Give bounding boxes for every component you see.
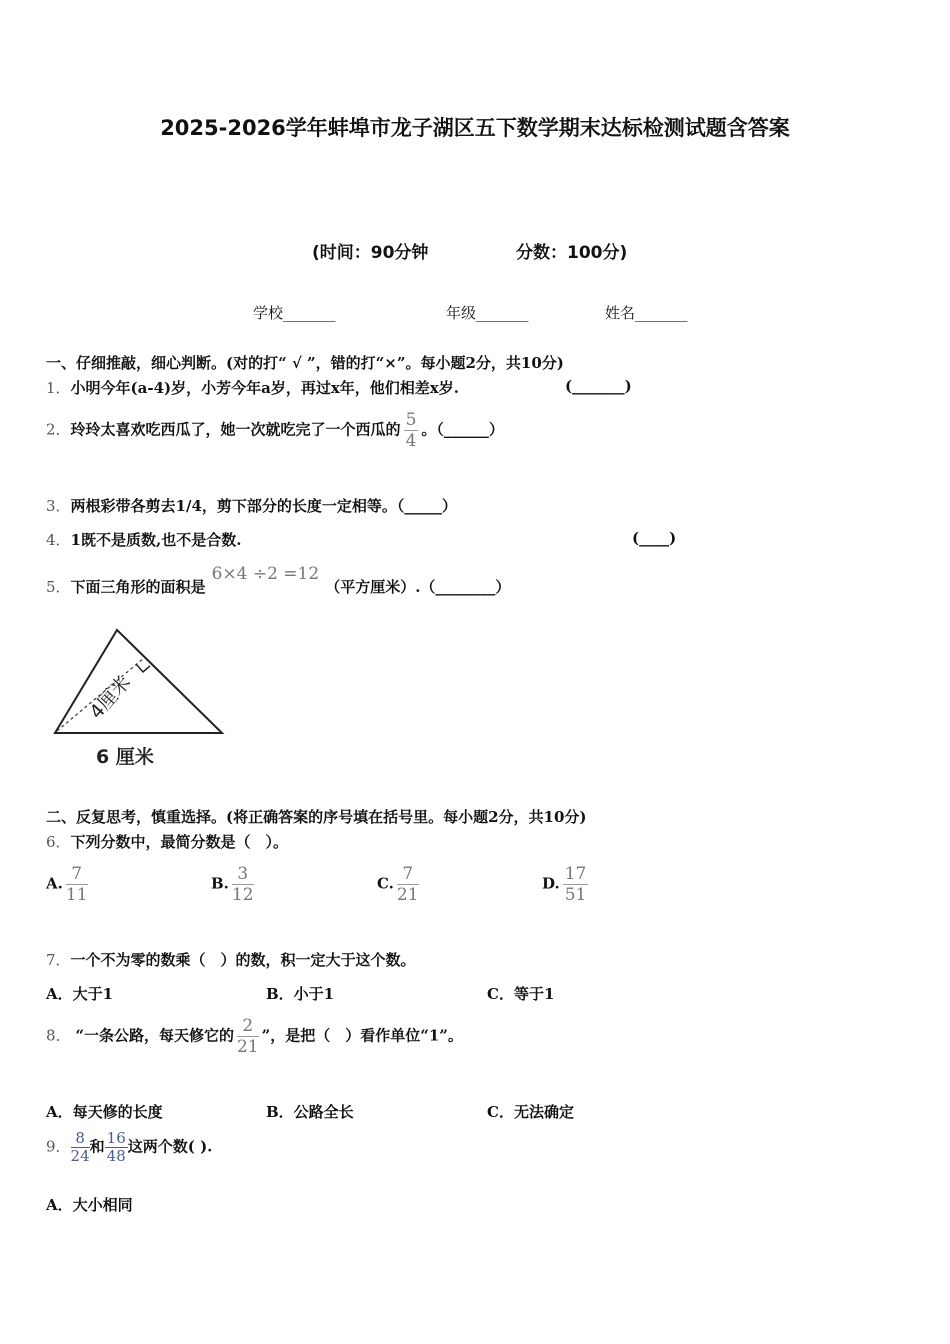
q9-text: 这两个数( ). bbox=[127, 1137, 213, 1156]
option-fraction bbox=[66, 864, 88, 905]
triangle-figure bbox=[40, 620, 240, 770]
school-field[interactable]: 学校_______ bbox=[253, 304, 336, 322]
question-5 bbox=[46, 564, 511, 597]
base-label: 6 厘米 bbox=[96, 746, 154, 768]
q6-option-a[interactable] bbox=[46, 864, 91, 905]
q8-fraction bbox=[237, 1016, 259, 1057]
height-label: 4厘米 bbox=[85, 671, 136, 724]
option-letter: C. bbox=[377, 874, 394, 893]
q5-text: 下面三角形的面积是 bbox=[70, 578, 206, 596]
section-2-heading: 二、反复思考，慎重选择。(将正确答案的序号填在括号里。每小题2分，共10分) bbox=[46, 808, 587, 826]
page-title: 2025-2026学年蚌埠市龙子湖区五下数学期末达标检测试题含答案 bbox=[160, 116, 790, 140]
numerator: 8 bbox=[71, 1130, 90, 1148]
q7-option-c[interactable]: C．等于1 bbox=[487, 985, 555, 1003]
numerator: 7 bbox=[397, 864, 419, 885]
q1-answer-blank[interactable]: (_______) bbox=[565, 377, 632, 395]
q9-and: 和 bbox=[89, 1137, 105, 1156]
q9-option-a[interactable]: A．大小相同 bbox=[46, 1196, 133, 1214]
option-letter: A. bbox=[46, 874, 63, 893]
q6-option-b[interactable] bbox=[211, 864, 257, 905]
numerator: 17 bbox=[564, 864, 587, 884]
option-fraction bbox=[397, 864, 419, 905]
q5-formula: 6×4 ÷2 =12 bbox=[211, 564, 320, 584]
q4-text: 1既不是质数,也不是合数. bbox=[70, 531, 242, 549]
denominator: 24 bbox=[70, 1147, 90, 1165]
q1-number: 1． bbox=[46, 379, 71, 397]
denominator: 11 bbox=[65, 885, 88, 905]
denominator: 48 bbox=[106, 1147, 126, 1165]
question-9 bbox=[46, 1130, 212, 1165]
q9-number: 9． bbox=[46, 1137, 71, 1156]
denominator: 51 bbox=[564, 885, 587, 905]
q8-option-a[interactable]: A．每天修的长度 bbox=[46, 1103, 163, 1121]
q2-text: 玲玲太喜欢吃西瓜了，她一次就吃完了一个西瓜的 bbox=[70, 420, 401, 439]
numerator: 3 bbox=[232, 864, 254, 885]
numerator: 5 bbox=[405, 410, 417, 430]
section-1-heading: 一、仔细推敲，细心判断。(对的打“ √ ”，错的打“×”。每小题2分，共10分) bbox=[46, 354, 564, 372]
option-fraction bbox=[563, 864, 589, 905]
question-4 bbox=[46, 529, 241, 550]
question-3 bbox=[46, 495, 457, 516]
denominator: 21 bbox=[396, 885, 419, 905]
question-1 bbox=[46, 377, 459, 398]
option-fraction bbox=[232, 864, 254, 905]
q8-option-c[interactable]: C．无法确定 bbox=[487, 1103, 574, 1121]
q2-fraction bbox=[404, 410, 419, 451]
q7-option-b[interactable]: B．小于1 bbox=[266, 985, 335, 1003]
q9-fraction-1 bbox=[71, 1130, 90, 1165]
q6-option-c[interactable] bbox=[377, 864, 422, 905]
numerator: 2 bbox=[237, 1016, 259, 1037]
q3-number: 3． bbox=[46, 497, 71, 515]
question-6 bbox=[46, 831, 288, 852]
question-2 bbox=[46, 410, 504, 451]
q9-fraction-2 bbox=[105, 1130, 128, 1165]
q4-number: 4． bbox=[46, 531, 71, 549]
q7-number: 7． bbox=[46, 951, 71, 969]
exam-time: (时间：90分钟 bbox=[312, 243, 429, 263]
q1-text: 小明今年(a-4)岁，小芳今年a岁，再过x年，他们相差x岁. bbox=[70, 379, 459, 397]
grade-field[interactable]: 年级_______ bbox=[446, 304, 529, 322]
q8-number: 8． bbox=[46, 1026, 71, 1045]
q6-number: 6． bbox=[46, 833, 71, 851]
q8-text: “一条公路，每天修它的 bbox=[75, 1026, 234, 1045]
q7-option-a[interactable]: A．大于1 bbox=[46, 985, 114, 1003]
q8-text-end: ”，是把（ ）看作单位“1”。 bbox=[261, 1026, 463, 1045]
name-field[interactable]: 姓名_______ bbox=[605, 304, 688, 322]
numerator: 16 bbox=[106, 1129, 126, 1147]
q5-number: 5． bbox=[46, 578, 71, 596]
right-angle-mark bbox=[136, 664, 150, 672]
option-letter: D. bbox=[542, 874, 560, 893]
exam-score: 分数：100分) bbox=[516, 243, 628, 263]
q5-answer-blank[interactable]: （平方厘米）.（________） bbox=[325, 578, 511, 596]
option-letter: B. bbox=[211, 874, 229, 893]
denominator: 21 bbox=[236, 1037, 259, 1057]
q4-answer-blank[interactable]: (____) bbox=[632, 529, 677, 547]
denominator: 12 bbox=[231, 885, 254, 905]
triangle bbox=[55, 630, 222, 733]
question-8 bbox=[46, 1016, 463, 1057]
numerator: 7 bbox=[66, 864, 88, 885]
q2-number: 2． bbox=[46, 420, 71, 439]
q3-text[interactable]: 两根彩带各剪去1/4，剪下部分的长度一定相等。（_____） bbox=[70, 497, 457, 515]
q8-option-b[interactable]: B．公路全长 bbox=[266, 1103, 354, 1121]
q6-text: 下列分数中，最简分数是（ ）。 bbox=[70, 833, 289, 851]
q2-answer-blank[interactable]: 。（______） bbox=[421, 420, 504, 439]
question-7 bbox=[46, 949, 416, 970]
q7-text: 一个不为零的数乘（ ）的数，积一定大于这个数。 bbox=[70, 951, 416, 969]
q6-option-d[interactable] bbox=[542, 864, 591, 905]
denominator: 4 bbox=[405, 431, 417, 451]
